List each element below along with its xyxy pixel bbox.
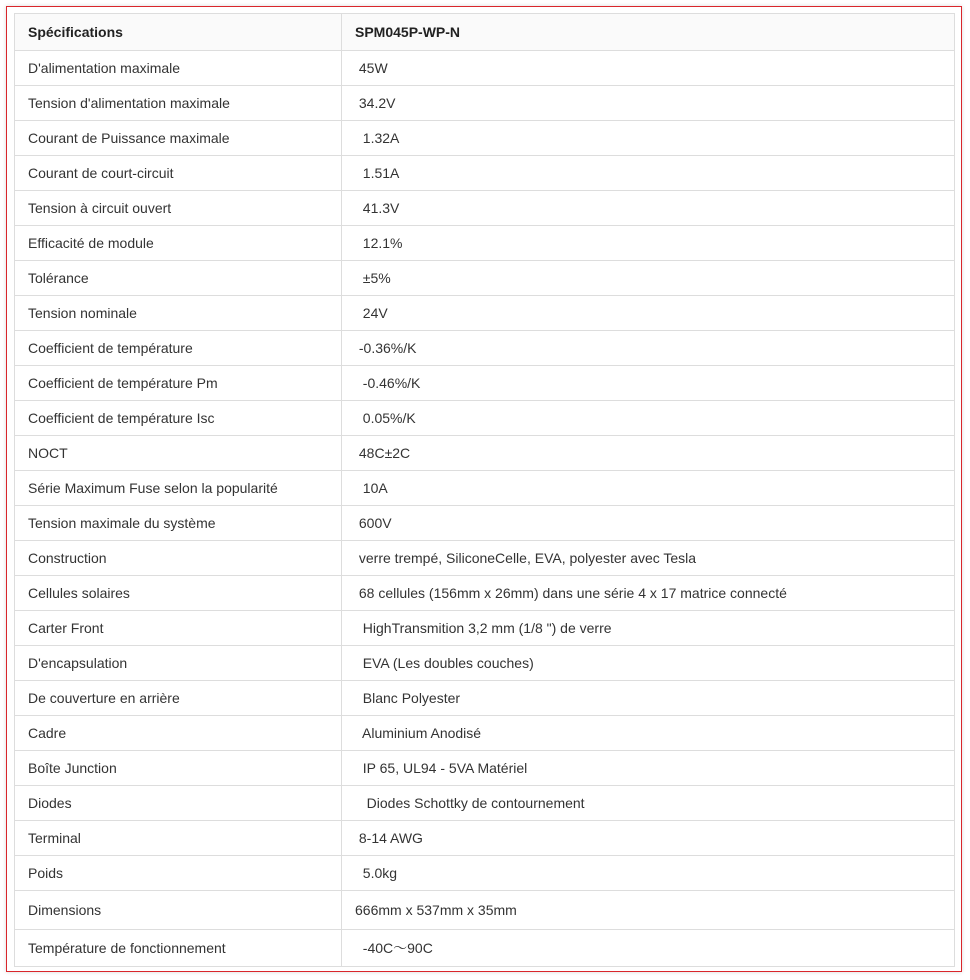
spec-value: -0.46%/K bbox=[342, 366, 955, 401]
spec-value: -40C～90C bbox=[342, 930, 955, 967]
spec-value: IP 65, UL94 - 5VA Matériel bbox=[342, 751, 955, 786]
specifications-body bbox=[15, 51, 955, 967]
spec-label: Coefficient de température Pm bbox=[15, 366, 342, 401]
spec-value: EVA (Les doubles couches) bbox=[342, 646, 955, 681]
spec-value: Aluminium Anodisé bbox=[342, 716, 955, 751]
spec-label: Carter Front bbox=[15, 611, 342, 646]
spec-label: Construction bbox=[15, 541, 342, 576]
spec-label: Coefficient de température Isc bbox=[15, 401, 342, 436]
table-row bbox=[15, 226, 955, 261]
spec-label: D'alimentation maximale bbox=[15, 51, 342, 86]
spec-value: Diodes Schottky de contournement bbox=[342, 786, 955, 821]
spec-label: Tolérance bbox=[15, 261, 342, 296]
spec-value: 5.0kg bbox=[342, 856, 955, 891]
table-header-row bbox=[15, 14, 955, 51]
spec-value: 1.32A bbox=[342, 121, 955, 156]
table-row bbox=[15, 471, 955, 506]
table-row bbox=[15, 786, 955, 821]
table-row bbox=[15, 121, 955, 156]
header-specifications: Spécifications bbox=[15, 14, 342, 51]
spec-value: Blanc Polyester bbox=[342, 681, 955, 716]
spec-value: 600V bbox=[342, 506, 955, 541]
spec-label: Efficacité de module bbox=[15, 226, 342, 261]
table-row bbox=[15, 261, 955, 296]
spec-label: Série Maximum Fuse selon la popularité bbox=[15, 471, 342, 506]
table-row bbox=[15, 156, 955, 191]
table-row bbox=[15, 751, 955, 786]
spec-value: 68 cellules (156mm x 26mm) dans une série 4 x 17 matrice connecté bbox=[342, 576, 955, 611]
table-row bbox=[15, 51, 955, 86]
spec-label: Tension d'alimentation maximale bbox=[15, 86, 342, 121]
spec-value: 24V bbox=[342, 296, 955, 331]
specifications-table bbox=[14, 13, 955, 967]
spec-value: 45W bbox=[342, 51, 955, 86]
spec-label: Poids bbox=[15, 856, 342, 891]
spec-value: HighTransmition 3,2 mm (1/8 ") de verre bbox=[342, 611, 955, 646]
table-row bbox=[15, 86, 955, 121]
table-row bbox=[15, 191, 955, 226]
spec-label: Diodes bbox=[15, 786, 342, 821]
table-row bbox=[15, 646, 955, 681]
spec-label: Cadre bbox=[15, 716, 342, 751]
spec-label: Tension maximale du système bbox=[15, 506, 342, 541]
table-row bbox=[15, 576, 955, 611]
spec-label: Cellules solaires bbox=[15, 576, 342, 611]
spec-value: ±5% bbox=[342, 261, 955, 296]
spec-label: Dimensions bbox=[15, 891, 342, 930]
table-row bbox=[15, 611, 955, 646]
table-row bbox=[15, 716, 955, 751]
spec-label: Boîte Junction bbox=[15, 751, 342, 786]
spec-label: De couverture en arrière bbox=[15, 681, 342, 716]
spec-value: 10A bbox=[342, 471, 955, 506]
table-row bbox=[15, 681, 955, 716]
spec-value: 34.2V bbox=[342, 86, 955, 121]
table-row bbox=[15, 366, 955, 401]
spec-label: Coefficient de température bbox=[15, 331, 342, 366]
spec-label: Courant de Puissance maximale bbox=[15, 121, 342, 156]
header-model: SPM045P-WP-N bbox=[342, 14, 955, 51]
spec-value: 8-14 AWG bbox=[342, 821, 955, 856]
table-row bbox=[15, 401, 955, 436]
spec-label: NOCT bbox=[15, 436, 342, 471]
spec-label: Tension à circuit ouvert bbox=[15, 191, 342, 226]
spec-label: Température de fonctionnement bbox=[15, 930, 342, 967]
spec-value: 12.1% bbox=[342, 226, 955, 261]
spec-value: verre trempé, SiliconeCelle, EVA, polyester avec Tesla bbox=[342, 541, 955, 576]
spec-value: -0.36%/K bbox=[342, 331, 955, 366]
table-row bbox=[15, 856, 955, 891]
table-row bbox=[15, 331, 955, 366]
table-row bbox=[15, 541, 955, 576]
spec-value: 0.05%/K bbox=[342, 401, 955, 436]
spec-value: 666mm x 537mm x 35mm bbox=[342, 891, 955, 930]
spec-label: Tension nominale bbox=[15, 296, 342, 331]
table-row bbox=[15, 821, 955, 856]
spec-label: Terminal bbox=[15, 821, 342, 856]
table-row bbox=[15, 436, 955, 471]
spec-label: D'encapsulation bbox=[15, 646, 342, 681]
table-row bbox=[15, 506, 955, 541]
spec-value: 48C±2C bbox=[342, 436, 955, 471]
table-row bbox=[15, 930, 955, 967]
spec-label: Courant de court-circuit bbox=[15, 156, 342, 191]
table-row bbox=[15, 891, 955, 930]
spec-value: 41.3V bbox=[342, 191, 955, 226]
table-row bbox=[15, 296, 955, 331]
spec-value: 1.51A bbox=[342, 156, 955, 191]
